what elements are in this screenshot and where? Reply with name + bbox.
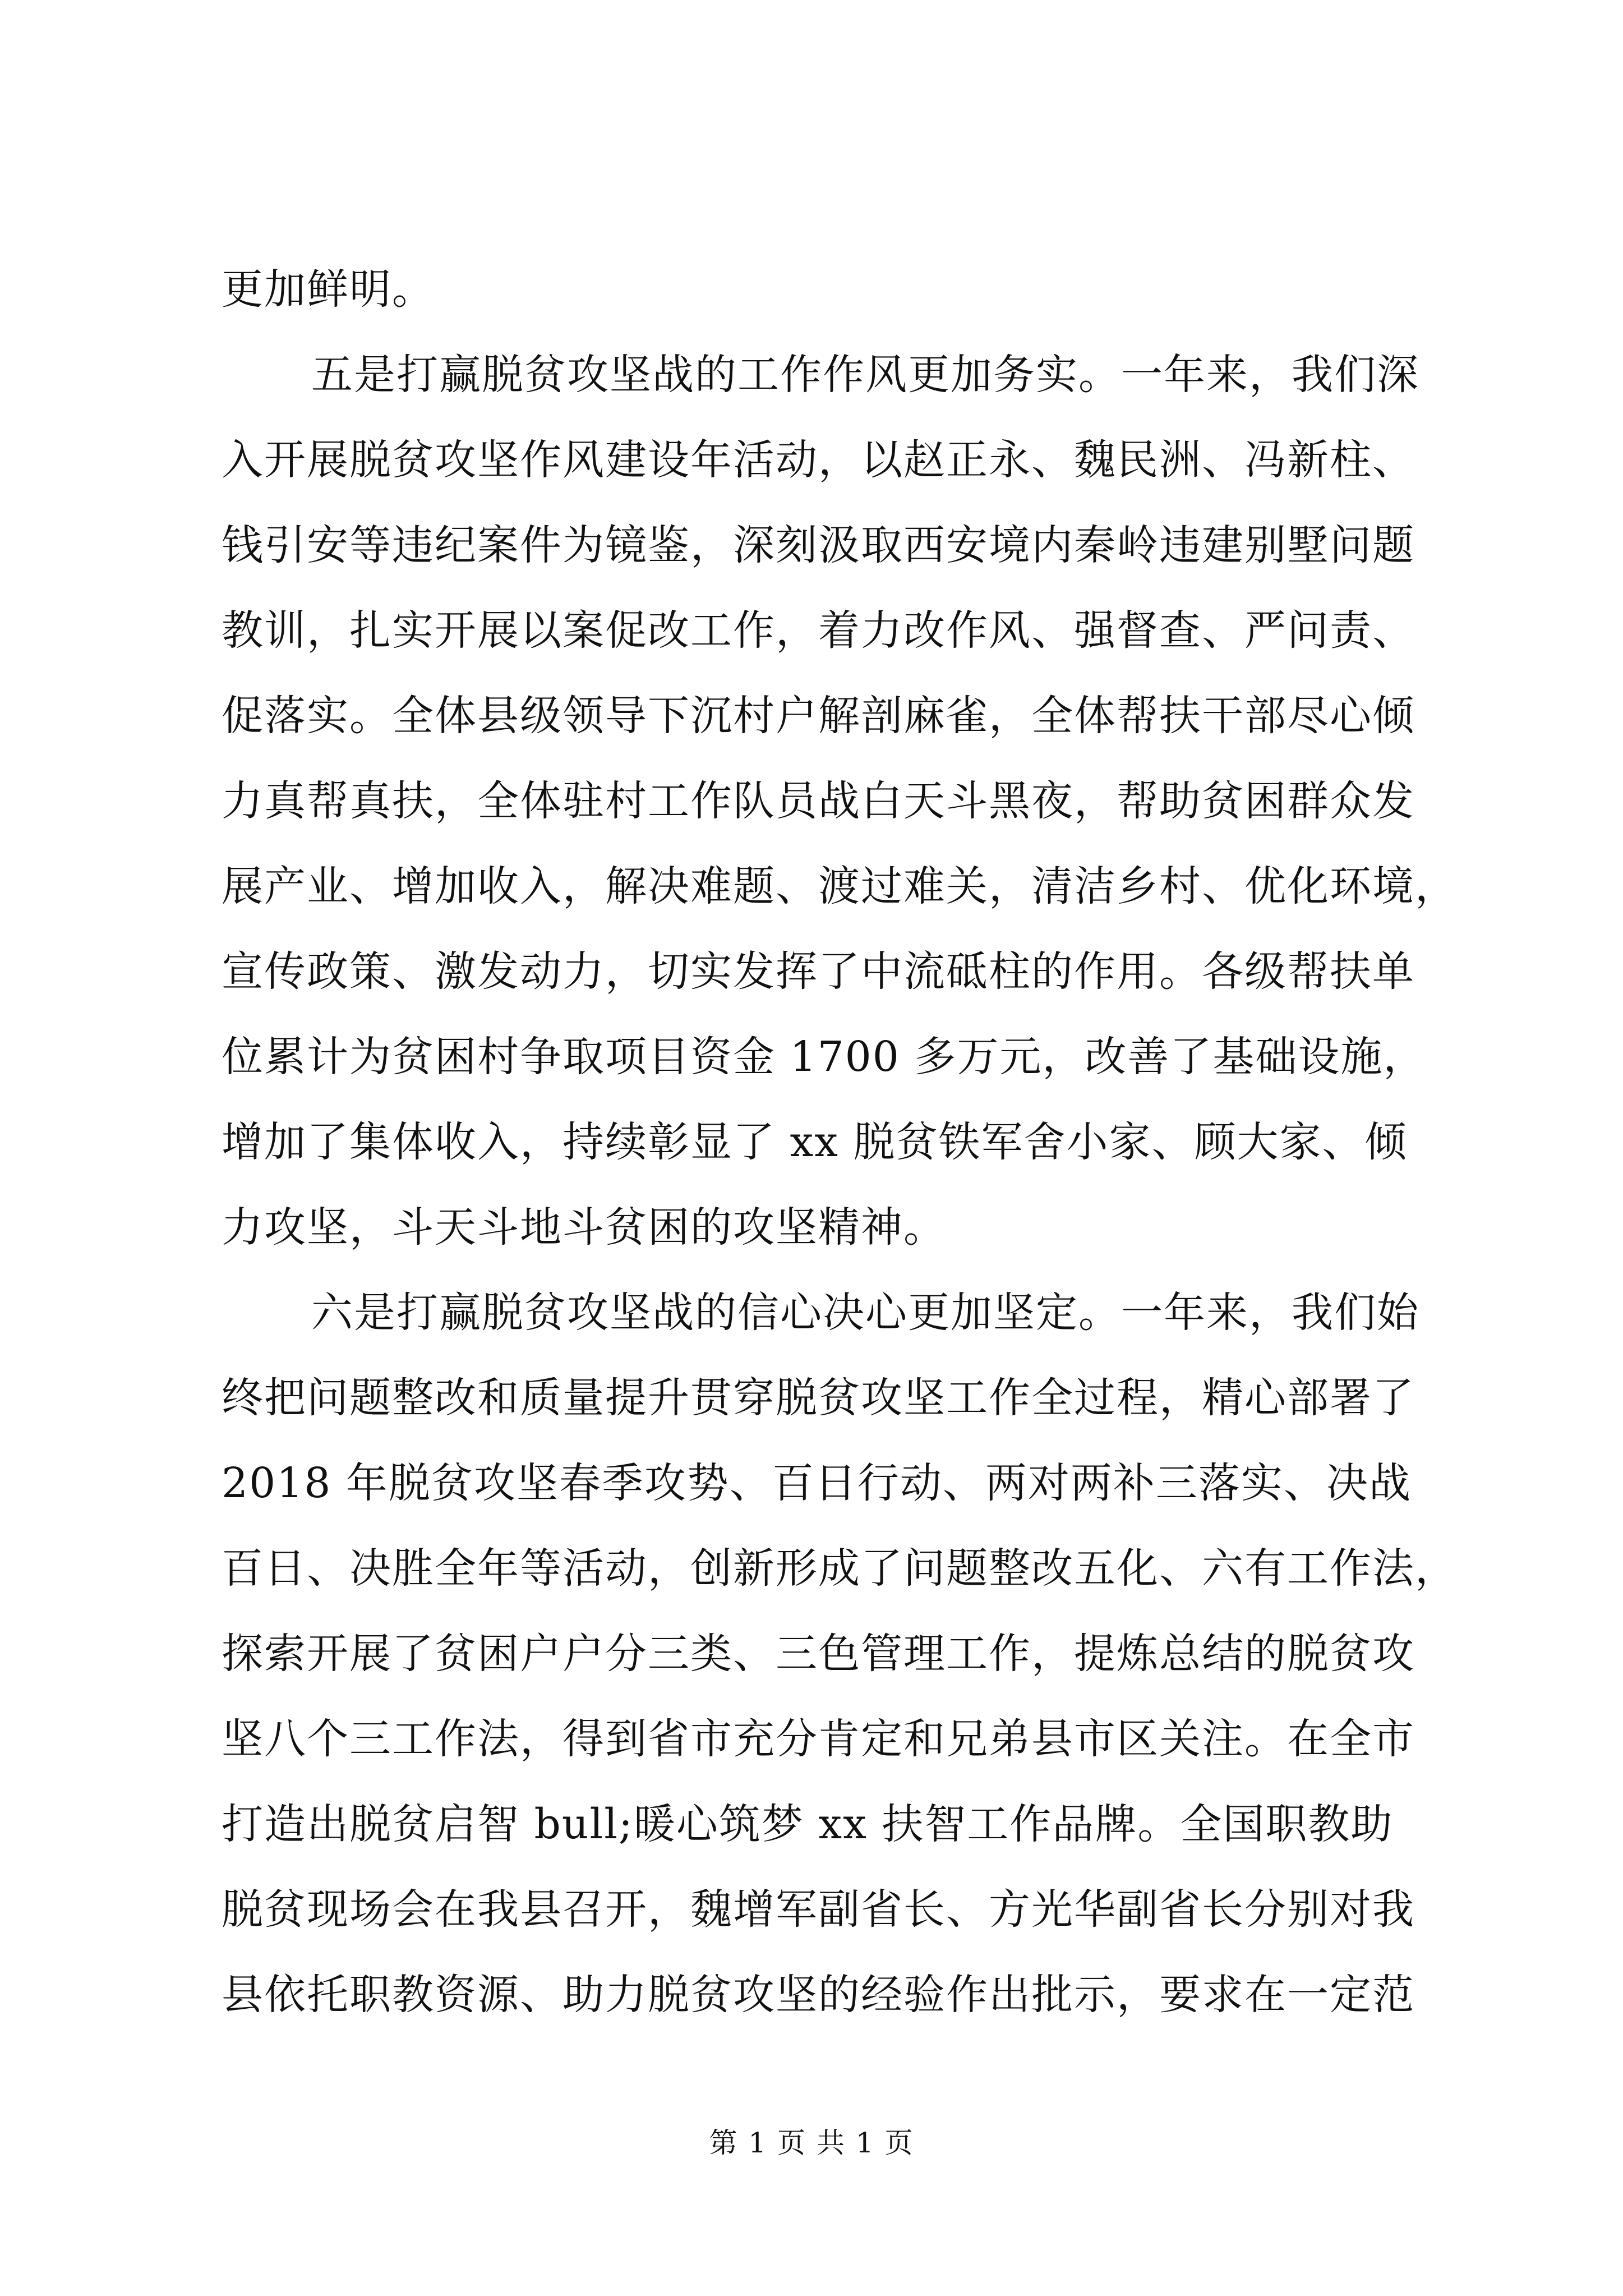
- text-line: 宣传政策、激发动力，切实发挥了中流砥柱的作用。各级帮扶单: [222, 947, 1415, 996]
- text-line: 力攻坚，斗天斗地斗贫困的攻坚精神。: [222, 1203, 946, 1251]
- text-line: 钱引安等违纪案件为镜鉴，深刻汲取西安境内秦岭违建别墅问题: [222, 521, 1415, 569]
- text-line: 促落实。全体县级领导下沉村户解剖麻雀，全体帮扶干部尽心倾: [222, 692, 1415, 740]
- text-line: 更加鲜明。: [222, 265, 435, 314]
- page-footer: 第 1 页 共 1 页: [709, 2127, 914, 2159]
- text-line: 打造出脱贫启智 bull;暖心筑梦 xx 扶智工作品牌。全国职教助: [222, 1800, 1394, 1848]
- text-line: 探索开展了贫困户户分三类、三色管理工作，提炼总结的脱贫攻: [222, 1630, 1415, 1678]
- text-line: 五是打赢脱贫攻坚战的工作作风更加务实。一年来，我们深: [311, 351, 1419, 399]
- text-line: 县依托职教资源、助力脱贫攻坚的经验作出批示，要求在一定范: [222, 1971, 1415, 2019]
- body-text: [222, 247, 1458, 2037]
- text-line: 坚八个三工作法，得到省市充分肯定和兄弟县市区关注。在全市: [222, 1715, 1415, 1763]
- text-line: 六是打赢脱贫攻坚战的信心决心更加坚定。一年来，我们始: [311, 1289, 1419, 1337]
- text-line: 增加了集体收入，持续彰显了 xx 脱贫铁军舍小家、顾大家、倾: [222, 1118, 1408, 1166]
- text-line: 百日、决胜全年等活动，创新形成了问题整改五化、六有工作法，: [222, 1544, 1458, 1593]
- text-line: 教训，扎实开展以案促改工作，着力改作风、强督查、严问责、: [222, 606, 1415, 655]
- text-line: 终把问题整改和质量提升贯穿脱贫攻坚工作全过程，精心部署了: [222, 1374, 1415, 1422]
- text-line: 位累计为贫困村争取项目资金 1700 多万元，改善了基础设施，: [222, 1033, 1426, 1081]
- text-line: 力真帮真扶，全体驻村工作队员战白天斗黑夜，帮助贫困群众发: [222, 777, 1415, 825]
- text-line: 展产业、增加收入，解决难题、渡过难关，清洁乡村、优化环境，: [222, 862, 1458, 910]
- text-line: 入开展脱贫攻坚作风建设年活动，以赵正永、魏民洲、冯新柱、: [222, 436, 1415, 484]
- text-line: 2018 年脱贫攻坚春季攻势、百日行动、两对两补三落实、决战: [222, 1459, 1412, 1507]
- text-line: 脱贫现场会在我县召开，魏增军副省长、方光华副省长分别对我: [222, 1885, 1415, 1934]
